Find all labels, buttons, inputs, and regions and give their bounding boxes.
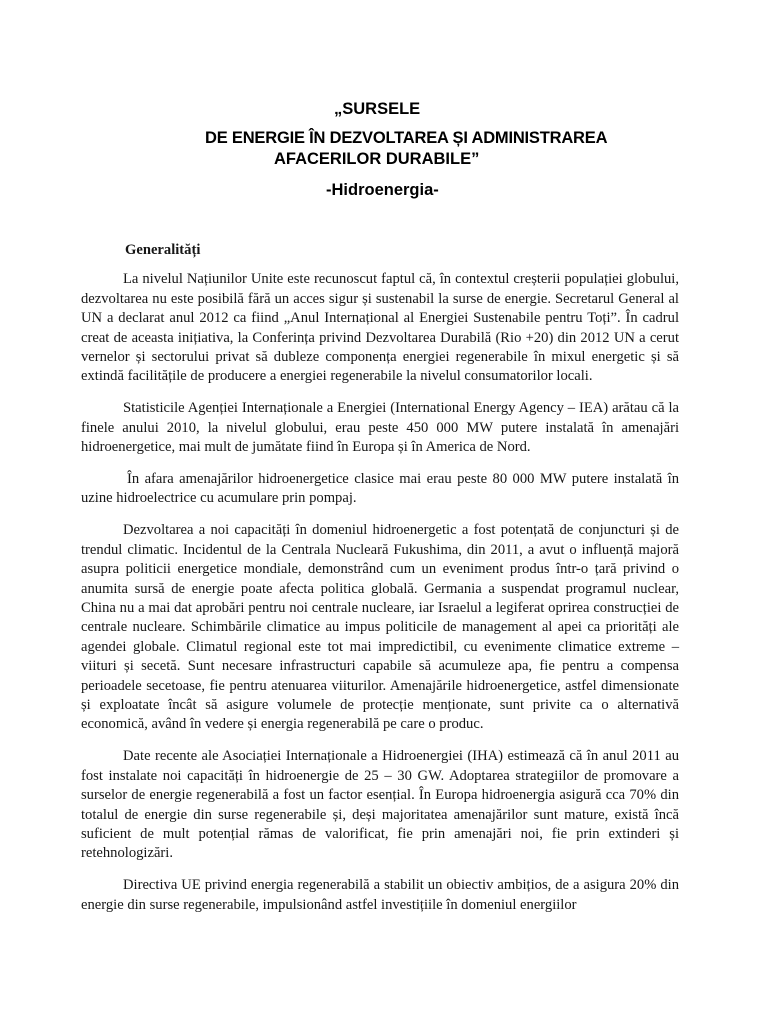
title-line-2: DE ENERGIE ÎN DEZVOLTAREA ȘI ADMINISTRAREA bbox=[205, 129, 608, 147]
title-line-3: AFACERILOR DURABILE” bbox=[274, 150, 480, 168]
document-body bbox=[81, 241, 679, 928]
paragraph-5: Date recente ale Asociației Internaționale a Hidroenergiei (IHA) estimează că în anul 2011 au fost instalate noi capacități în hidroenergie de 25 – 30 GW. Adoptarea strategiilor de promovare a surselor de energie regenerabilă a fost un factor esențial. În Europa hidroenergia asigură cca 70% din totalul de energie din surse regenerabile și, deși majoritatea amenajărilor sunt mature, există încă suficient de mult potențial rămas de valorificat, fie prin amenajări noi, fie prin extinderi și retehnologizări. bbox=[81, 748, 679, 862]
paragraph-2: Statisticile Agenției Internaționale a Energiei (International Energy Agency – IEA) arătau că la finele anului 2010, la nivelul globului, erau peste 450 000 MW putere instalată în amenajări hidroenergetice, mai mult de jumătate fiind în Europa și în America de Nord. bbox=[81, 400, 679, 456]
paragraph-6: Directiva UE privind energia regenerabilă a stabilit un obiectiv ambițios, de a asigura 20% din energie din surse regenerabile, impulsionând astfel investițiile în domeniul energiilor bbox=[81, 877, 679, 913]
paragraph-3: În afara amenajărilor hidroenergetice clasice mai erau peste 80 000 MW putere instalată în uzine hidroelectrice cu acumulare prin pompaj. bbox=[81, 471, 679, 507]
paragraph-4: Dezvoltarea a noi capacități în domeniul hidroenergetic a fost potențată de conjuncturi și de trendul climatic. Incidentul de la Centrala Nucleară Fukushima, din 2011, a avut o influență majoră asupra politicii energetice mondiale, demonstrând cum un eveniment produs într-o țară privind o anumita sursă de energie poate afecta politica globală. Germania a suspendat programul nuclear, China nu a mai dat aprobări pentru noi centrale nucleare, iar Israelul a legiferat oprirea construcției de centrale nucleare. Schimbările climatice au impus politicile de management al apei ca priorități ale agendei globale. Climatul regional este tot mai impredictibil, cu evenimente climatice extreme – viituri și secetă. Sunt necesare infrastructuri capabile să acumuleze apa, fie pentru a compensa perioadele secetoase, fie pentru atenuarea viiturilor. Amenajările hidroenergetice, astfel dimensionate și exploatate încât să asigure volumele de protecție menționate, sunt privite ca o alternativă economică, având în vedere și energia regenerabilă pe care o produc. bbox=[81, 522, 679, 733]
document-subtitle: -Hidroenergia- bbox=[326, 181, 439, 199]
title-line-1: „SURSELE bbox=[334, 100, 421, 118]
section-heading: Generalități bbox=[125, 242, 201, 258]
paragraph-1: La nivelul Națiunilor Unite este recunoscut faptul că, în contextul creșterii populației globului, dezvoltarea nu este posibilă fără un acces sigur și sustenabil la surse de energie. Secretarul General al UN a declarat anul 2012 ca fiind „Anul Internațional al Energiei Sustenabile pentru Toți”. În cadrul creat de aceasta inițiativa, la Conferința privind Dezvoltarea Durabilă (Rio +20) din 2012 UN a cerut vernelor și sectorului privat să dubleze componența energiei regenerabile în mixul energetic și să extindă facilitățile de producere a energiei regenerabile la nivelul consumatorilor locali. bbox=[81, 271, 679, 385]
